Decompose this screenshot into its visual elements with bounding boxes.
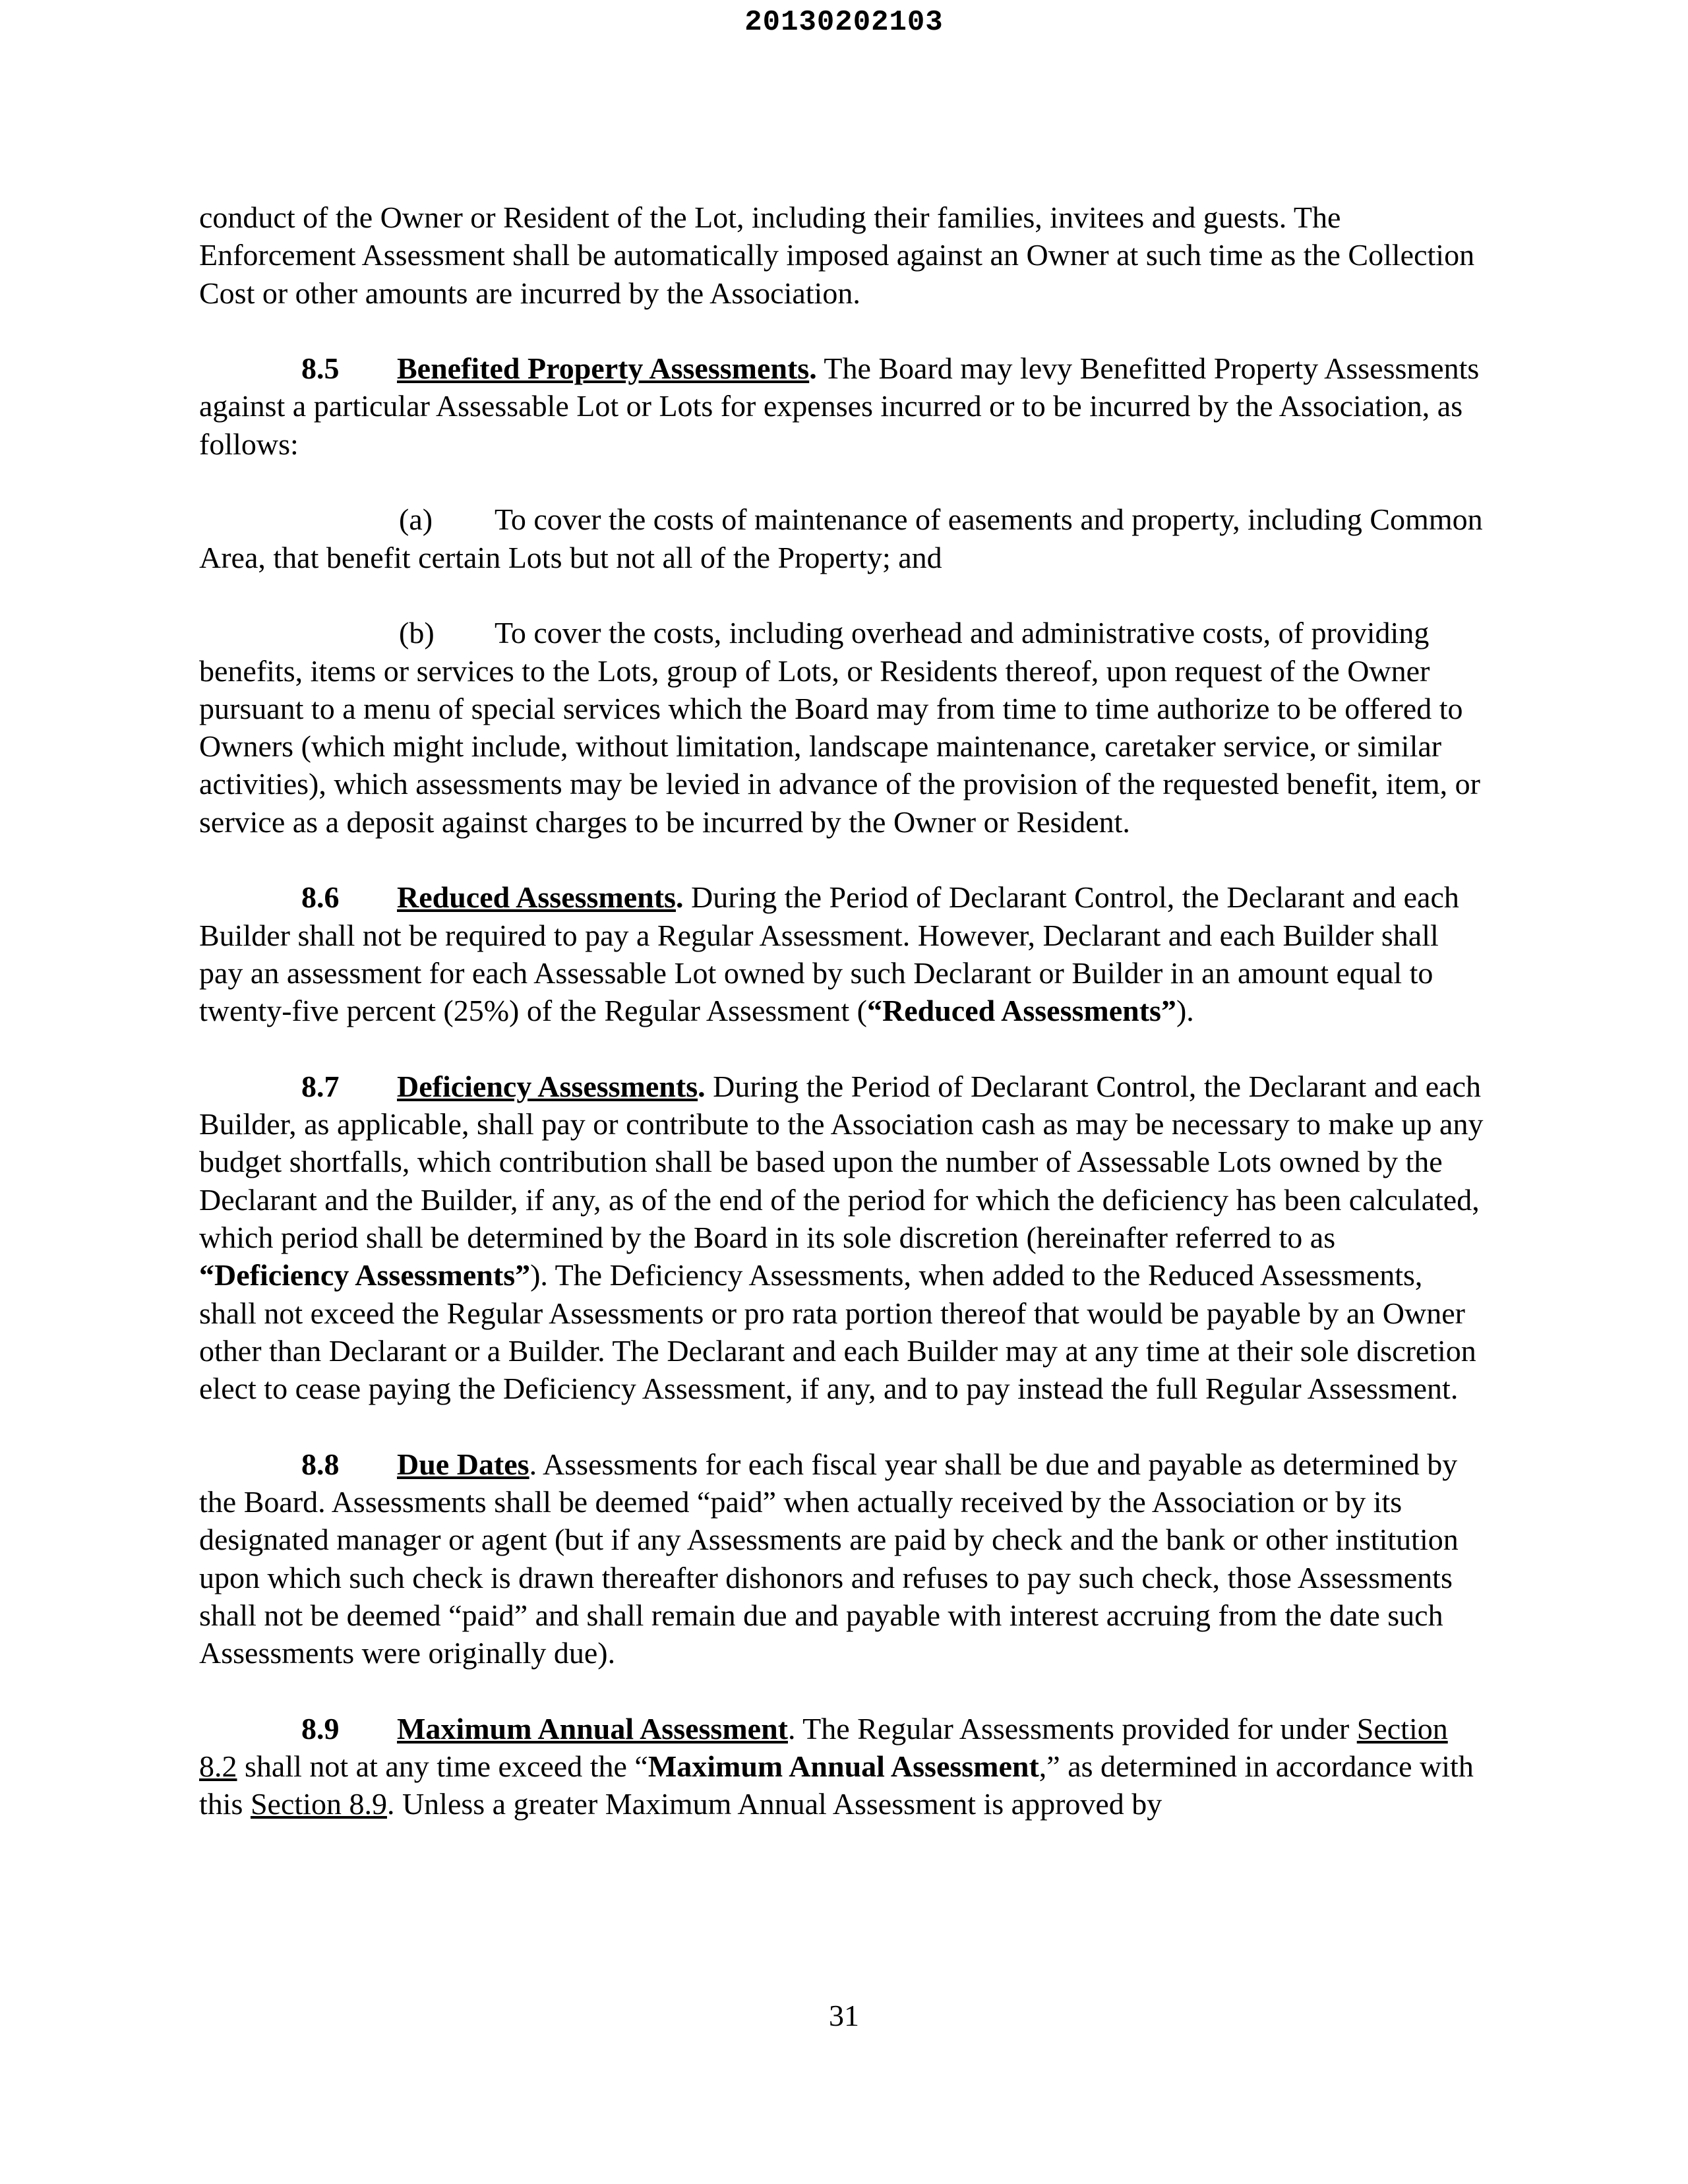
section-text: During the Period of Declarant Control, the Declarant and each Builder shall not be required to pay a Regular Assessment. However, Declarant and each Builder shall pay an assessment for each Assessable Lot owned by such Declarant or Builder in an amount equal to twenty-five percent (25%) of the Regular Assessment ( [199, 880, 1459, 1028]
section-title: Due Dates [397, 1447, 529, 1481]
section-title: Maximum Annual Assessment [397, 1711, 788, 1745]
section-8-7: 8.7 Deficiency Assessments. During the Period of Declarant Control, the Declarant and each Builder, as applicable, shall pay or contribute to the Association cash as may be necessary to make up any budget shortfalls, which contribution shall be based upon the number of Assessable Lots owned by the Declarant and the Builder, if any, as of the end of the period for which the deficiency has been calculated, which period shall be determined by the Board in its sole discretion (hereinafter referred to as “Deficiency Assessments”). The Deficiency Assessments, when added to the Reduced Assessments, shall not exceed the Regular Assessments or pro rata portion thereof that would be payable by an Owner other than Declarant or a Builder. The Declarant and each Builder may at any time at their sole discretion elect to cease paying the Deficiency Assessment, if any, and to pay instead the full Regular Assessment. [199, 1068, 1485, 1408]
subsection-text: To cover the costs, including overhead and administrative costs, of providing benefits, items or services to the Lots, group of Lots, or Residents thereof, upon request of the Owner pursuant to a menu of special services which the Board may from time to time authorize to be offered to Owners (which might include, without limitation, landscape maintenance, caretaker service, or similar activities), which assessments may be levied in advance of the provision of the requested benefit, item, or service as a deposit against charges to be incurred by the Owner or Resident. [199, 616, 1480, 839]
page-body [199, 198, 1485, 1861]
page-number: 31 [829, 1999, 859, 2032]
section-number: 8.9 [301, 1711, 340, 1745]
section-8-5: 8.5 Benefited Property Assessments. The Board may levy Benefitted Property Assessments against a particular Assessable Lot or Lots for expenses incurred or to be incurred by the Association, as follows: [199, 349, 1485, 463]
section-reference-8-2: Section 8.2 [199, 1711, 1448, 1784]
section-text: . Assessments for each fiscal year shall be due and payable as determined by the Board. Assessments shall be deemed “paid” when actually received by the Association or by its designated manager or agent (but if any Assessments are paid by check and the bank or other institution upon which such check is drawn thereafter dishonors and refuses to pay such check, those Assessments shall not be deemed “paid” and shall remain due and payable with interest accruing from the date such Assessments were originally due). [199, 1447, 1459, 1670]
defined-term: “Deficiency Assessments” [199, 1258, 531, 1292]
defined-term: Maximum Annual Assessment [648, 1749, 1039, 1784]
section-number: 8.5 [301, 351, 340, 386]
subsection-text: To cover the costs of maintenance of easements and property, including Common Area, that benefit certain Lots but not all of the Property; and [199, 502, 1483, 574]
section-reference-8-9: Section 8.9 [250, 1787, 387, 1821]
section-text: ). The Deficiency Assessments, when added to the Reduced Assessments, shall not exceed the Regular Assessments or pro rata portion thereof that would be payable by an Owner other than Declarant or a Builder. The Declarant and each Builder may at any time at their sole discretion elect to cease paying the Deficiency Assessment, if any, and to pay instead the full Regular Assessment. [199, 1258, 1476, 1406]
section-number: 8.7 [301, 1069, 340, 1103]
defined-term: “Reduced Assessments” [866, 994, 1176, 1028]
section-8-8 [199, 1445, 1485, 1672]
section-number: 8.6 [301, 880, 340, 915]
subsection-a [199, 501, 1485, 576]
section-8-6: 8.6 Reduced Assessments. During the Period of Declarant Control, the Declarant and each Builder shall not be required to pay a Regular Assessment. However, Declarant and each Builder shall pay an assessment for each Assessable Lot owned by such Declarant or Builder in an amount equal to twenty-five percent (25%) of the Regular Assessment (“Reduced Assessments”). [199, 878, 1485, 1029]
section-title: Deficiency Assessments [397, 1069, 698, 1103]
section-title: Benefited Property Assessments [397, 351, 810, 386]
subsection-b [199, 614, 1485, 841]
section-8-9: 8.9 Maximum Annual Assessment. The Regular Assessments provided for under Section 8.2 shall not at any time exceed the “Maximum Annual Assessment,” as determined in accordance with this Section 8.9. Unless a greater Maximum Annual Assessment is approved by [199, 1710, 1485, 1823]
section-text: The Board may levy Benefitted Property Assessments against a particular Assessable Lot or Lots for expenses incurred or to be incurred by the Association, as follows: [199, 351, 1480, 461]
section-number: 8.8 [301, 1447, 340, 1481]
section-title: Reduced Assessments [397, 880, 676, 915]
section-text: During the Period of Declarant Control, the Declarant and each Builder, as applicable, shall pay or contribute to the Association cash as may be necessary to make up any budget shortfalls, which contribution shall be based upon the number of Assessable Lots owned by the Declarant and the Builder, if any, as of the end of the period for which the deficiency has been calculated, which period shall be determined by the Board in its sole discretion (hereinafter referred to as [199, 1069, 1484, 1255]
intro-paragraph: conduct of the Owner or Resident of the Lot, including their families, invitees and guests. The Enforcement Assessment shall be automatically imposed against an Owner at such time as the Collection Cost or other amounts are incurred by the Association. [199, 200, 1475, 310]
subsection-label: (a) [399, 502, 433, 537]
subsection-label: (b) [399, 616, 435, 650]
document-number: 20130202103 [744, 6, 944, 39]
section-text: . The Regular Assessments provided for under [787, 1711, 1357, 1745]
